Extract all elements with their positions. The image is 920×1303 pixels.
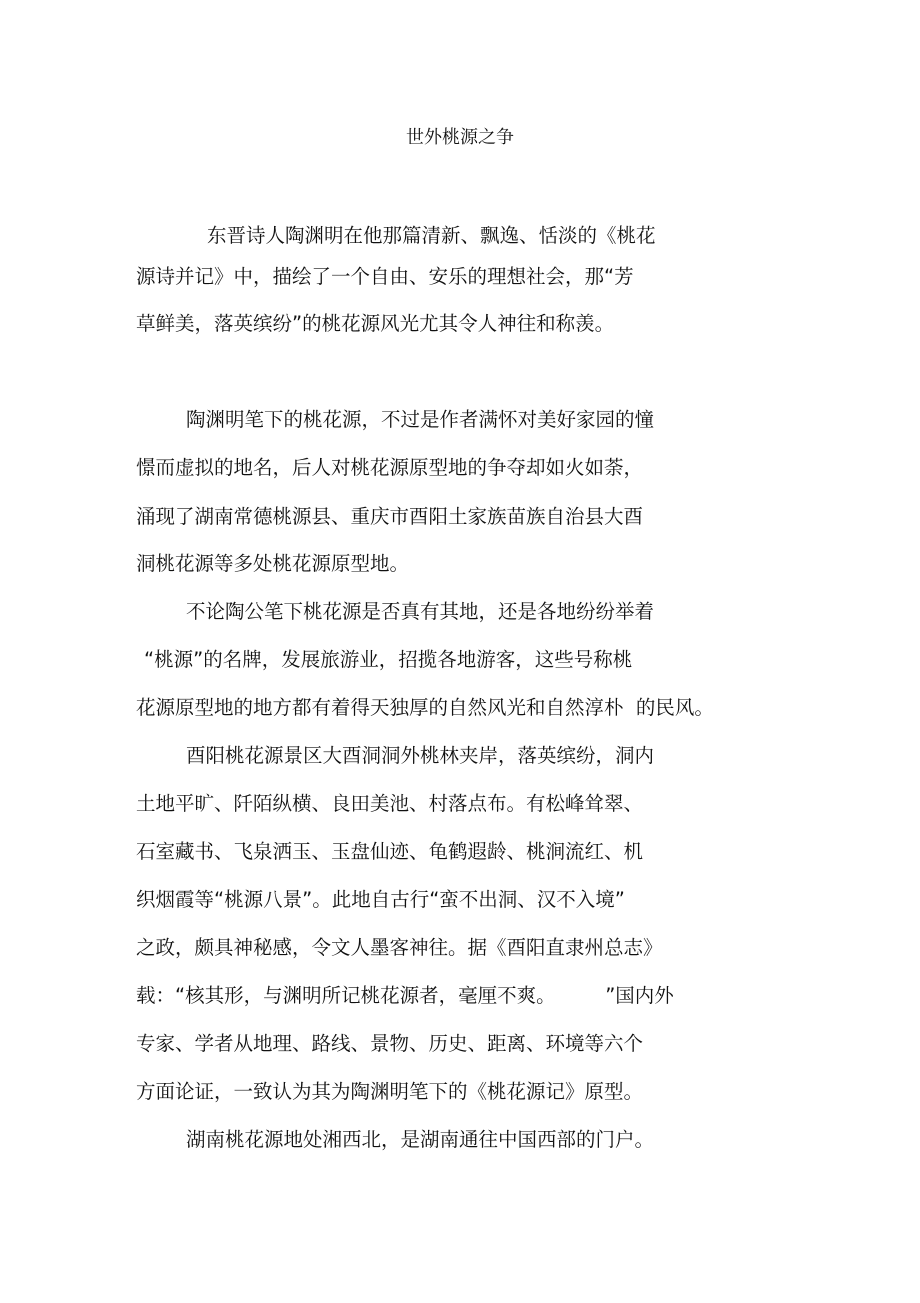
- paragraph-4-line-5: 之政，颇具神秘感，令文人墨客神往。据《酉阳直隶州总志》: [136, 936, 663, 959]
- paragraph-3-line-3: 花源原型地的地方都有着得天独厚的自然风光和自然淳朴 的民风。: [136, 696, 714, 719]
- paragraph-1-line-2: 源诗并记》中，描绘了一个自由、安乐的理想社会，那“芳: [136, 265, 634, 288]
- paragraph-4-line-2: 土地平旷、阡陌纵横、良田美池、村落点布。有松峰耸翠、: [136, 792, 644, 815]
- paragraph-4-line-7: 专家、学者从地理、路线、景物、历史、距离、环境等六个: [136, 1032, 644, 1055]
- paragraph-5-line-1: 湖南桃花源地处湘西北，是湖南通往中国西部的门户。: [186, 1128, 655, 1151]
- document-title: 世外桃源之争: [406, 127, 514, 148]
- paragraph-4-line-8: 方面论证，一致认为其为陶渊明笔下的《桃花源记》原型。: [136, 1080, 644, 1103]
- paragraph-1-line-3: 草鲜美，落英缤纷”的桃花源风光尤其令人神往和称羡。: [136, 312, 615, 335]
- paragraph-4-line-6: 载：“核其形，与渊明所记桃花源者，毫厘不爽。 ”国内外: [136, 984, 674, 1007]
- paragraph-2-line-2: 憬而虚拟的地名，后人对桃花源原型地的争夺却如火如荼，: [136, 456, 644, 479]
- paragraph-2-line-1: 陶渊明笔下的桃花源，不过是作者满怀对美好家园的憧: [186, 408, 655, 431]
- paragraph-4-line-3: 石室藏书、飞泉洒玉、玉盘仙迹、龟鹤遐龄、桃涧流红、机: [136, 840, 644, 863]
- paragraph-4-line-1: 酉阳桃花源景区大酉洞洞外桃林夹岸，落英缤纷，洞内: [186, 744, 655, 767]
- paragraph-1-line-1: 东晋诗人陶渊明在他那篇清新、飘逸、恬淡的《桃花: [207, 224, 656, 247]
- paragraph-3-line-2: “桃源”的名牌，发展旅游业，招揽各地游客，这些号称桃: [144, 648, 633, 671]
- paragraph-2-line-3: 涌现了湖南常德桃源县、重庆市酉阳土家族苗族自治县大酉: [136, 505, 644, 528]
- paragraph-2-line-4: 洞桃花源等多处桃花源原型地。: [136, 552, 410, 575]
- paragraph-4-line-4: 织烟霞等“桃源八景”。此地自古行“蛮不出洞、汉不入境”: [136, 888, 625, 911]
- paragraph-3-line-1: 不论陶公笔下桃花源是否真有其地，还是各地纷纷举着: [186, 600, 655, 623]
